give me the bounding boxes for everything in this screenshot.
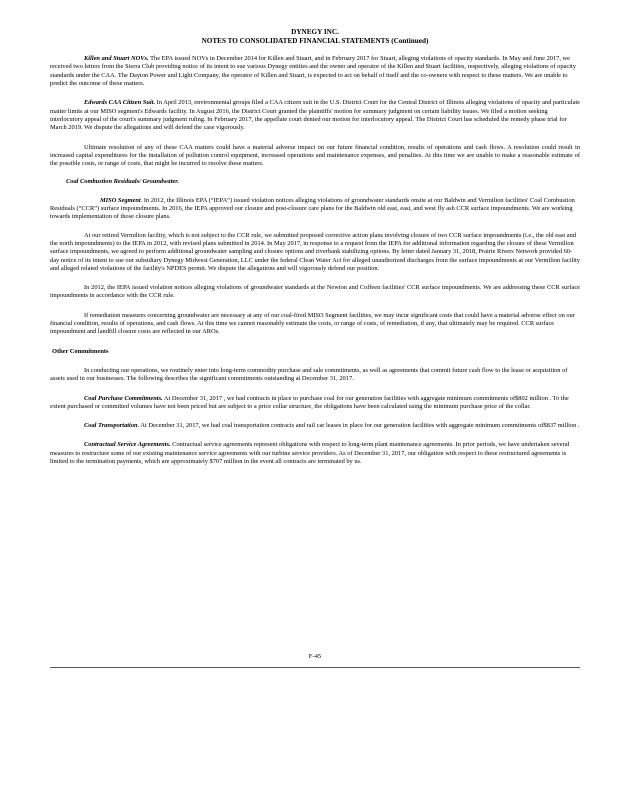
paragraph-remediation: If remediation measures concerning groundwater are necessary at any of our coal-fired MISO Segment facilities, we may incur significant costs that could have a material adverse effect on our financial condition, results of operations, and cash flows. At this time we cannot reasonably estimate the costs, or range of costs, of remediation, if any, that ultimately may be required. CCR surface impoundment and landfill closure costs are reflected in our AROs. bbox=[50, 311, 575, 336]
paragraph-coal-purchase bbox=[50, 395, 580, 412]
page-title: NOTES TO CONSOLIDATED FINANCIAL STATEMENTS (Continued) bbox=[201, 36, 429, 45]
heading-coal-purchase: Coal Purchase Commitments. bbox=[84, 394, 163, 402]
text-coal-purchase: At December 31, 2017 , we had contracts in place to purchase coal for our generation facilities with aggregate minimum commitments of$802 million . To the extent purchased or committed volumes have not been priced but are subject to a price collar structure, the obligations have been calculated using the minimum purchase price of the collar. bbox=[50, 394, 569, 410]
text-coal-transport: . At December 31, 2017, we had coal transportation contracts and rail car leases in place for our generation facilities with aggregate minimum commitments of$837 million . bbox=[137, 422, 580, 430]
heading-miso: MISO Segment bbox=[100, 196, 141, 204]
coal-combustion-heading: Coal Combustion Residuals/ Groundwater. bbox=[66, 178, 179, 186]
heading-killen: Killen and Stuart NOVs. bbox=[84, 55, 149, 63]
paragraph-newton: In 2012, the IEPA issued violation notices alleging violations of groundwater standards at the Newton and Coffeen facilities' CCR surface impoundments. We are addressing these CCR surface impoundments in accordance with the CCR rule. bbox=[50, 284, 580, 300]
paragraph-contractual bbox=[50, 441, 580, 466]
heading-edwards: Edwards CAA Citizen Suit. bbox=[84, 99, 156, 107]
other-commitments-heading: Other Commitments bbox=[52, 347, 109, 355]
paragraph-vermilion: At our retired Vermilion facility, which is not subject to the CCR rule, we submitted proposed corrective action plans involving closure of two CCR surface impoundments (i.e., the old east and the north impoundments) to the IEPA in 2012, with revised plans submitted in 2014. In May 2017, in response to a request from the IEPA for additional information regarding the closure of these Vermilion surface impoundments, we agreed to perform additional groundwater sampling and closure options and riverbank stabilizing options. By letter dated January 31, 2018, Prairie Rivers Network provided 60-day notice of its intent to sue our subsidiary Dynegy Midwest Generation, LLC under the federal Clean Water Act for alleged unauthorized discharges from the surface impoundments at our Vermilion facility and alleged related violations of the facility's NPDES permit. We dispute the allegations and will vigorously defend our position. bbox=[50, 231, 580, 272]
text-contractual: Contractual service agreements represent obligations with respect to long-term plant maintenance agreements. In prior periods, we have undertaken several measures to restructure some of our existing maintenance service agreements with our turbine service providers. As of December 31, 2017, our obligation with respect to these restructured agreements is limited to the termination payments, which are approximately $707 million in the event all contracts are terminated by us. bbox=[50, 441, 570, 465]
text-edwards: In April 2013, environmental groups filed a CAA citizen suit in the U.S. District Court for the Central District of Illinois alleging violations of opacity and particulate matter limits at our MISO segment's Edwards facility. In August 2016, the District Court granted the plaintiffs' motion for summary judgment on certain liability issues. We filed a motion seeking interlocutory appeal of the court's summary judgment ruling. In February 2017, the appellate court denied our motion for interlocutory appeal. The District Court has scheduled the remedy phase trial for March 2019. We dispute the allegations and will defend the case vigorously. bbox=[50, 99, 580, 132]
heading-contractual: Contractual Service Agreements. bbox=[84, 441, 171, 449]
company-name: DYNEGY INC. bbox=[291, 28, 339, 36]
footer-rule bbox=[50, 667, 580, 668]
paragraph-ultimate: Ultimate resolution of any of these CAA matters could have a material adverse impact on our future financial condition, results of operations and cash flows. A resolution could result in increased capital expenditures for the installation of pollution control equipment, increased operations and maintenance expenses, and penalties. At this time we are unable to make a reasonable estimate of the possible costs, or range of costs, that might be incurred to resolve these matters. bbox=[50, 143, 580, 168]
document-page bbox=[50, 28, 580, 466]
paragraph-killen bbox=[50, 55, 580, 88]
page-number: F-45 bbox=[308, 653, 322, 660]
text-miso: . In 2012, the Illinois EPA (“IEPA”) issued violation notices alleging violations of groundwater standards onsite at our Baldwin and Vermilion facilities' Coal Combustion Residuals (“CCR”) surface impoundments. In 2016, the IEPA approved our closure and post-closure care plans for the Baldwin old east, east, and west fly ash CCR surface impoundments. We are working towards implementation of those closure plans. bbox=[50, 196, 575, 221]
heading-coal-transport: Coal Transportation bbox=[84, 422, 138, 430]
paragraph-miso bbox=[50, 197, 580, 222]
text-killen: The EPA issued NOVs in December 2014 for Killen and Stuart, and in February 2017 for Stuart, alleging violations of opacity standards. In May and June 2017, we received two letters from the Sierra Club providing notice of its intent to sue various Dynegy entities and the owner and operator of the Killen and Stuart facilities, respectively, alleging violations of opacity standards under the CAA. The Dayton Power and Light Company, the operator of Killen and Stuart, is expected to act on behalf of itself and the co-owners with respect to these matters. We are unable to predict the outcome of these matters. bbox=[50, 55, 576, 88]
paragraph-coal-transport bbox=[50, 422, 580, 430]
paragraph-conducting: In conducting our operations, we routinely enter into long-term commodity purchase and sale commitments, as well as agreements that commit future cash flow to the lease or acquisition of assets used in our businesses. The following describes the significant commitments outstanding at December 31, 2017. bbox=[50, 366, 568, 383]
paragraph-edwards bbox=[50, 99, 580, 132]
